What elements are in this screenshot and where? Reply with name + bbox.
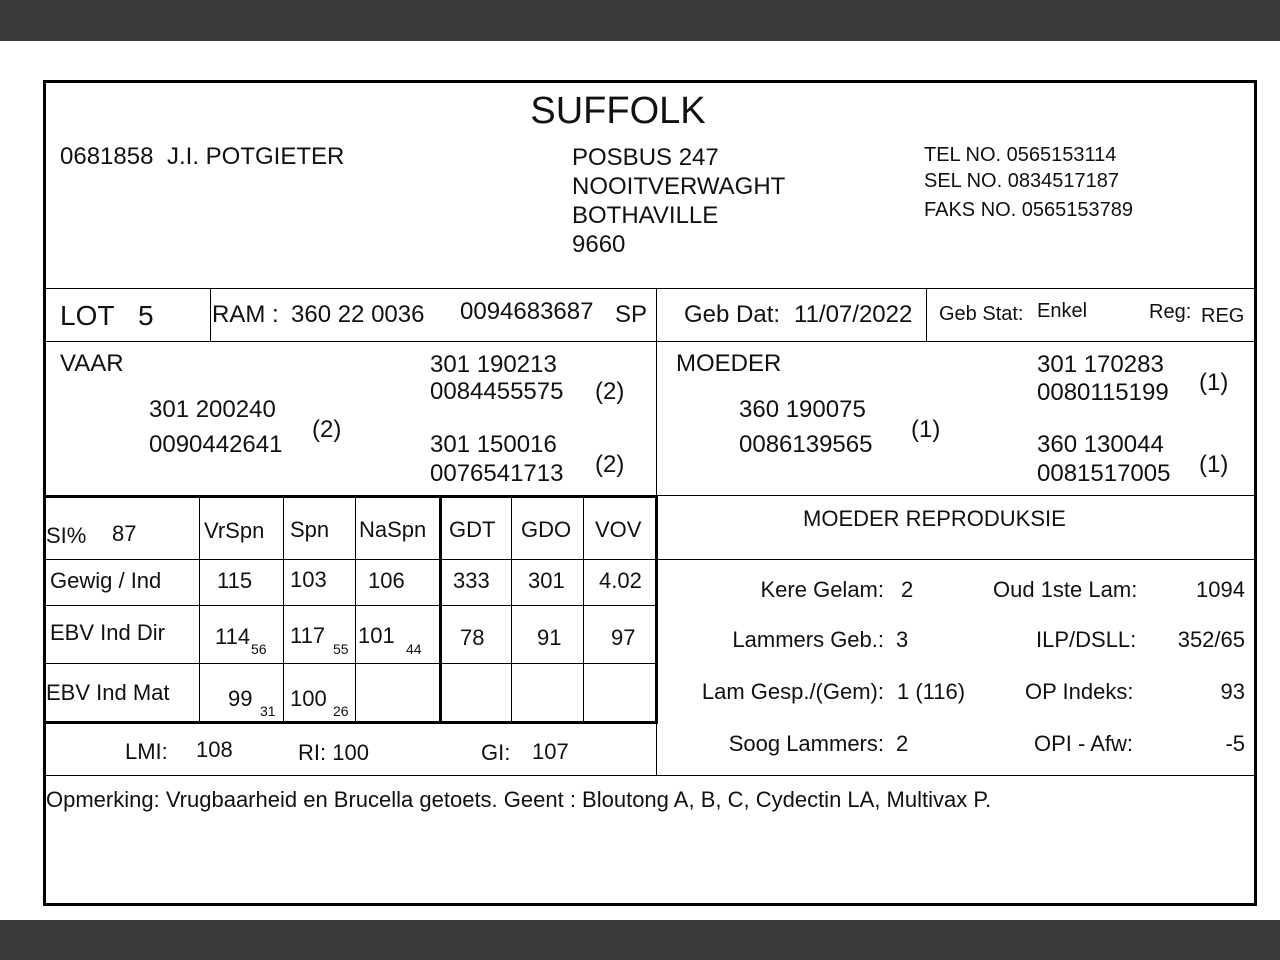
address-line-4: 9660 — [572, 231, 626, 258]
address-line-2: NOOITVERWAGHT — [572, 173, 786, 200]
row-label-ebv-dir: EBV Ind Dir — [50, 620, 165, 645]
ram-label: RAM : — [212, 301, 279, 328]
sire-label: VAAR — [60, 350, 124, 377]
lmi-label: LMI: — [125, 739, 168, 764]
sire-mark: (2) — [312, 416, 342, 443]
repro-opi-afw-value: -5 — [1225, 731, 1245, 756]
repro-lammers-geb-value: 3 — [896, 627, 909, 652]
ram-code: SP — [615, 301, 648, 328]
gewig-naspn: 106 — [368, 568, 405, 593]
divider-pedigree-left — [46, 495, 658, 498]
perf-row-line-3 — [46, 663, 658, 664]
repro-oud-lam-label: Oud 1ste Lam: — [993, 577, 1138, 602]
dam-dam-id: 360 130044 — [1037, 431, 1164, 458]
registration-label: Reg: — [1149, 301, 1192, 323]
perf-col-line-5 — [511, 497, 512, 723]
gi-label: GI: — [481, 740, 511, 765]
breed-title: SUFFOLK — [530, 90, 706, 132]
sire-dam-mark: (2) — [595, 451, 625, 478]
faks-number: FAKS NO. 0565153789 — [924, 199, 1134, 221]
gewig-vov: 4.02 — [599, 568, 642, 593]
lmi-value: 108 — [196, 737, 233, 762]
sire-sire-id: 301 190213 — [430, 351, 557, 378]
sel-number: SEL NO. 0834517187 — [924, 170, 1119, 192]
col-header-gdt: GDT — [449, 517, 496, 542]
ram-id: 360 22 0036 — [291, 301, 425, 328]
gewig-gdt: 333 — [453, 568, 490, 593]
lot-number: 5 — [138, 300, 154, 331]
sire-dam-id: 301 150016 — [430, 431, 557, 458]
birth-status-label: Geb Stat: — [939, 303, 1024, 325]
remark-text: Opmerking: Vrugbaarheid en Brucella getoets. Geent : Bloutong A, B, C, Cydectin LA, Multivax P. — [46, 787, 992, 812]
owner-name: J.I. POTGIETER — [167, 143, 345, 170]
address-line-3: BOTHAVILLE — [572, 202, 719, 229]
ebv-dir-vrspn-sub: 56 — [251, 641, 267, 657]
row-label-gewig: Gewig / Ind — [50, 568, 162, 593]
repro-op-indeks-label: OP Indeks: — [1025, 679, 1134, 704]
divider-date-stat — [926, 289, 927, 341]
repro-lam-gesp-label: Lam Gesp./(Gem): — [701, 679, 884, 704]
ebv-dir-vrspn: 114 — [215, 624, 251, 649]
repro-ilp-value: 352/65 — [1177, 627, 1245, 652]
card-border-left — [43, 80, 46, 906]
repro-opi-afw-label: OPI - Afw: — [1034, 731, 1134, 756]
gewig-vrspn: 115 — [217, 568, 253, 593]
ebv-dir-spn-sub: 55 — [333, 641, 349, 657]
dam-number: 0086139565 — [739, 431, 873, 458]
bottom-frame-bar — [0, 920, 1280, 960]
col-header-naspn: NaSpn — [359, 517, 427, 542]
owner-id: 0681858 — [60, 143, 154, 170]
ebv-dir-spn: 117 — [290, 623, 326, 648]
col-header-vrspn: VrSpn — [204, 518, 265, 543]
lot-label: LOT — [60, 300, 115, 331]
repro-lammers-geb-label: Lammers Geb.: — [732, 627, 884, 652]
ebv-mat-spn: 100 — [290, 686, 327, 711]
divider-lot — [46, 341, 1254, 342]
sire-sire-number: 0084455575 — [430, 378, 564, 405]
col-header-vov: VOV — [595, 517, 642, 542]
col-header-gdo: GDO — [521, 517, 572, 542]
repro-op-indeks-value: 93 — [1220, 679, 1245, 704]
repro-oud-lam-value: 1094 — [1196, 577, 1245, 602]
birth-status-value: Enkel — [1037, 300, 1088, 322]
perf-table-bottom — [46, 721, 658, 724]
address-line-1: POSBUS 247 — [572, 144, 719, 171]
divider-header — [46, 288, 1254, 289]
ebv-mat-vrspn-sub: 31 — [260, 703, 276, 719]
col-header-spn: Spn — [290, 517, 330, 542]
ebv-dir-naspn-sub: 44 — [406, 641, 422, 657]
divider-repro-title — [656, 559, 1254, 560]
dam-label: MOEDER — [676, 350, 782, 377]
perf-row-line-2 — [46, 605, 658, 606]
gi-value: 107 — [532, 739, 569, 764]
perf-col-line-2 — [283, 497, 284, 723]
sire-id: 301 200240 — [149, 396, 276, 423]
row-label-ebv-mat: EBV Ind Mat — [46, 680, 170, 705]
sire-dam-number: 0076541713 — [430, 460, 564, 487]
ri-value: RI: 100 — [298, 740, 369, 765]
top-frame-bar — [0, 0, 1280, 41]
repro-kere-gelam-value: 2 — [901, 577, 914, 602]
repro-title: MOEDER REPRODUKSIE — [803, 506, 1066, 531]
card-border-bottom — [43, 903, 1257, 906]
dam-dam-number: 0081517005 — [1037, 460, 1171, 487]
ebv-dir-vov: 97 — [611, 625, 636, 650]
ebv-mat-vrspn: 99 — [228, 686, 253, 711]
repro-soog-lammers-label: Soog Lammers: — [728, 731, 884, 756]
repro-ilp-label: ILP/DSLL: — [1036, 627, 1137, 652]
dam-id: 360 190075 — [739, 396, 866, 423]
card-border-right — [1254, 80, 1257, 906]
gewig-gdo: 301 — [528, 568, 565, 593]
perf-row-line-1 — [46, 559, 658, 560]
repro-kere-gelam-label: Kere Gelam: — [760, 577, 884, 602]
perf-col-line-6 — [583, 497, 584, 723]
perf-col-line-1 — [199, 497, 200, 723]
perf-col-line-3 — [355, 497, 356, 723]
divider-remark — [46, 775, 1254, 776]
dam-dam-mark: (1) — [1199, 451, 1229, 478]
ebv-mat-spn-sub: 26 — [333, 703, 349, 719]
ram-reg-number: 0094683687 — [460, 298, 594, 325]
divider-lot-ram — [210, 289, 211, 341]
card-border-top — [43, 80, 1257, 83]
birth-date: 11/07/2022 — [794, 301, 913, 328]
si-value: 87 — [112, 521, 137, 546]
sire-sire-mark: (2) — [595, 378, 625, 405]
dam-mark: (1) — [911, 416, 941, 443]
gewig-spn: 103 — [290, 567, 327, 592]
tel-number: TEL NO. 0565153114 — [924, 144, 1117, 166]
dam-sire-mark: (1) — [1199, 369, 1229, 396]
perf-col-line-4 — [439, 497, 442, 723]
ebv-dir-gdo: 91 — [537, 625, 562, 650]
divider-pedigree-right — [656, 495, 1254, 496]
registration-value: REG — [1201, 305, 1245, 327]
si-label: SI% — [46, 523, 87, 548]
dam-sire-id: 301 170283 — [1037, 351, 1164, 378]
birth-date-label: Geb Dat: — [684, 301, 781, 328]
repro-lam-gesp-value: 1 (116) — [897, 679, 966, 704]
dam-sire-number: 0080115199 — [1037, 379, 1169, 406]
sire-number: 0090442641 — [149, 431, 283, 458]
ebv-dir-gdt: 78 — [460, 625, 485, 650]
repro-soog-lammers-value: 2 — [896, 731, 909, 756]
ebv-dir-naspn: 101 — [358, 623, 395, 648]
